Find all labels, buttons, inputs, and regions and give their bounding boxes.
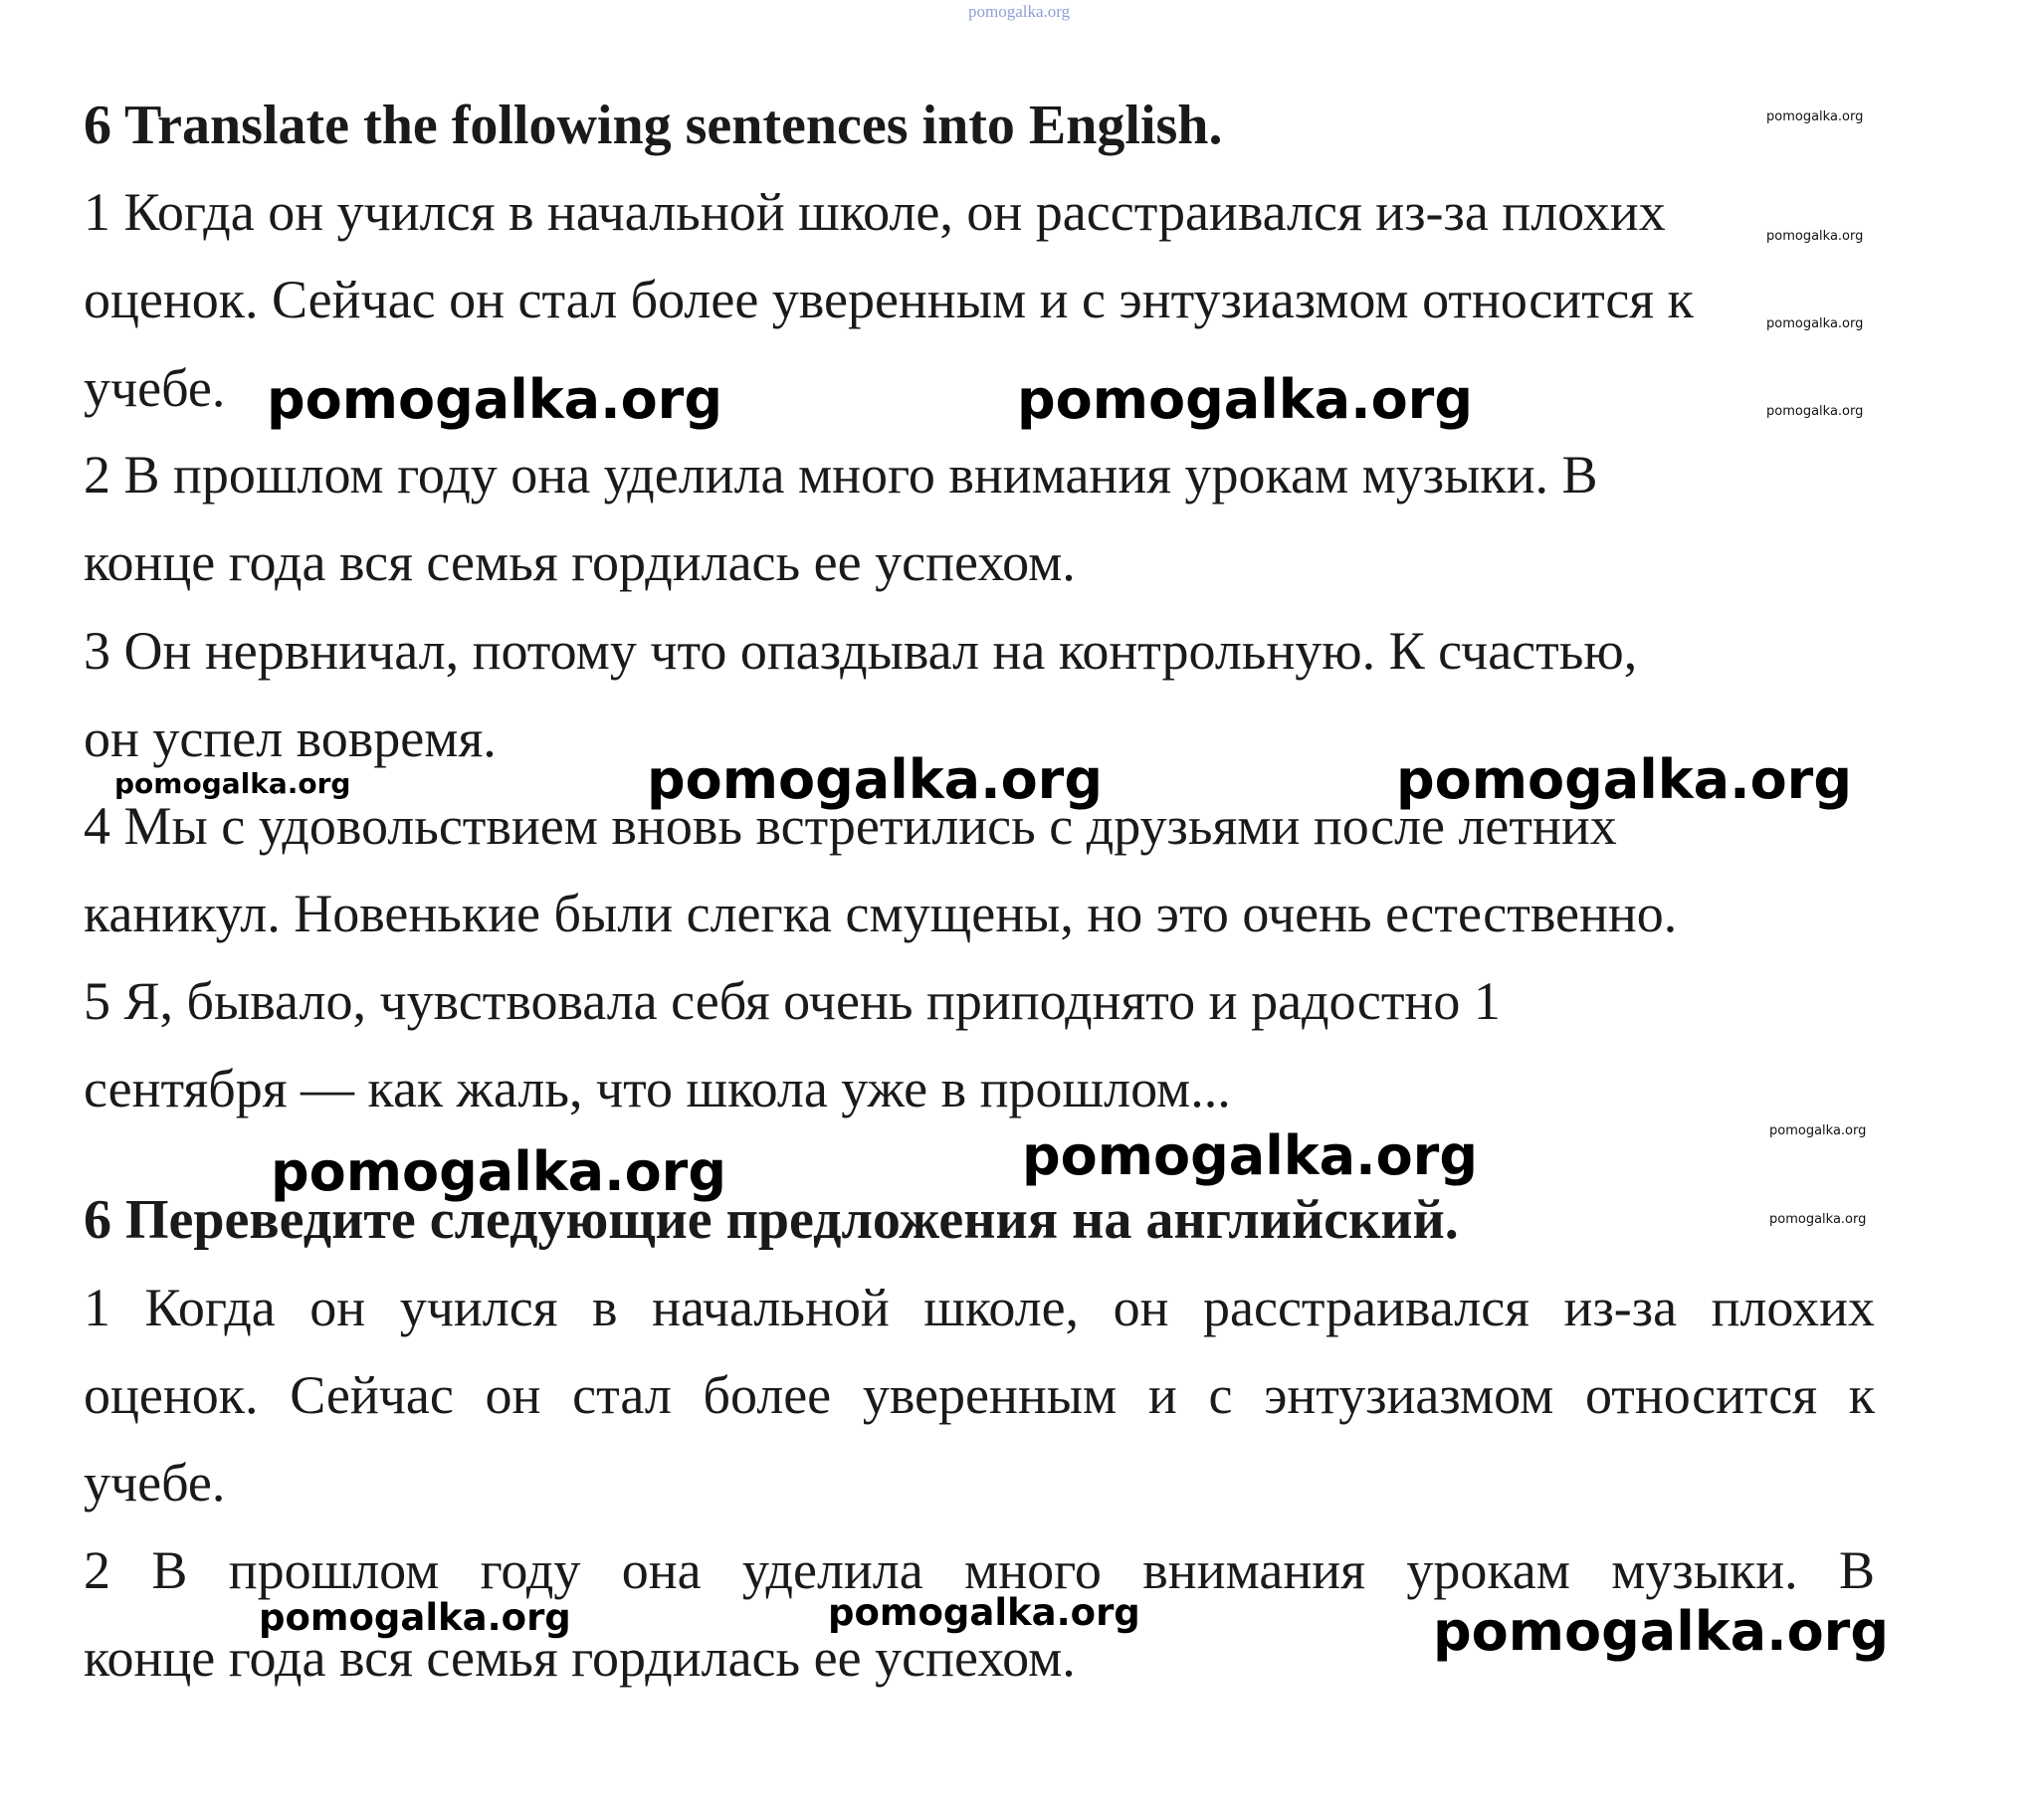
text-line: учебе. xyxy=(84,1453,226,1513)
watermark-large: pomogalka.org xyxy=(1017,368,1473,431)
text-line: 5 Я, бывало, чувствовала себя очень приподнято и радостно 1 xyxy=(84,971,1501,1031)
watermark-large: pomogalka.org xyxy=(1396,748,1852,811)
text-line: учебе. xyxy=(84,358,226,418)
watermark-small: pomogalka.org xyxy=(1769,1212,1867,1227)
watermark-small: pomogalka.org xyxy=(1766,316,1864,331)
watermark-large: pomogalka.org xyxy=(647,748,1103,811)
text-line: конце года вся семья гордилась ее успехом. xyxy=(84,532,1076,592)
text-line: 2 В прошлом году она уделила много внимания урокам музыки. В xyxy=(84,1540,1875,1600)
watermark-medium: pomogalka.org xyxy=(828,1591,1140,1634)
text-line: конце года вся семья гордилась ее успехом. xyxy=(84,1628,1076,1688)
text-line: 1 Когда он учился в начальной школе, он расстраивался из-за плохих xyxy=(84,182,1666,242)
watermark-small: pomogalka.org xyxy=(1769,1123,1867,1138)
heading-translate-ru: 6 Переведите следующие предложения на английский. xyxy=(84,1189,1459,1251)
text-line: 4 Мы с удовольствием вновь встретились с друзьями после летних xyxy=(84,796,1617,856)
watermark-top: pomogalka.org xyxy=(968,2,1071,21)
text-line: сентября — как жаль, что школа уже в прошлом... xyxy=(84,1059,1231,1118)
text-line: оценок. Сейчас он стал более уверенным и с энтузиазмом относится к xyxy=(84,1365,1875,1425)
watermark-large: pomogalka.org xyxy=(267,368,722,431)
text-line: 1 Когда он учился в начальной школе, он расстраивался из-за плохих xyxy=(84,1278,1875,1337)
heading-translate-en: 6 Translate the following sentences into English. xyxy=(84,95,1223,156)
watermark-large: pomogalka.org xyxy=(1433,1600,1889,1663)
text-line: 2 В прошлом году она уделила много внимания урокам музыки. В xyxy=(84,445,1598,505)
watermark-small: pomogalka.org xyxy=(1766,109,1864,124)
text-line: он успел вовремя. xyxy=(84,708,497,768)
text-line: каникул. Новенькие были слегка смущены, но это очень естественно. xyxy=(84,884,1678,943)
watermark-large: pomogalka.org xyxy=(271,1140,726,1203)
watermark-medium: pomogalka.org xyxy=(259,1596,571,1639)
text-line: оценок. Сейчас он стал более уверенным и с энтузиазмом относится к xyxy=(84,270,1694,329)
watermark-small: pomogalka.org xyxy=(1766,229,1864,244)
watermark-medium: pomogalka.org xyxy=(114,767,351,800)
watermark-small: pomogalka.org xyxy=(1766,404,1864,419)
text-line: 3 Он нервничал, потому что опаздывал на контрольную. К счастью, xyxy=(84,621,1638,681)
watermark-large: pomogalka.org xyxy=(1022,1124,1478,1187)
